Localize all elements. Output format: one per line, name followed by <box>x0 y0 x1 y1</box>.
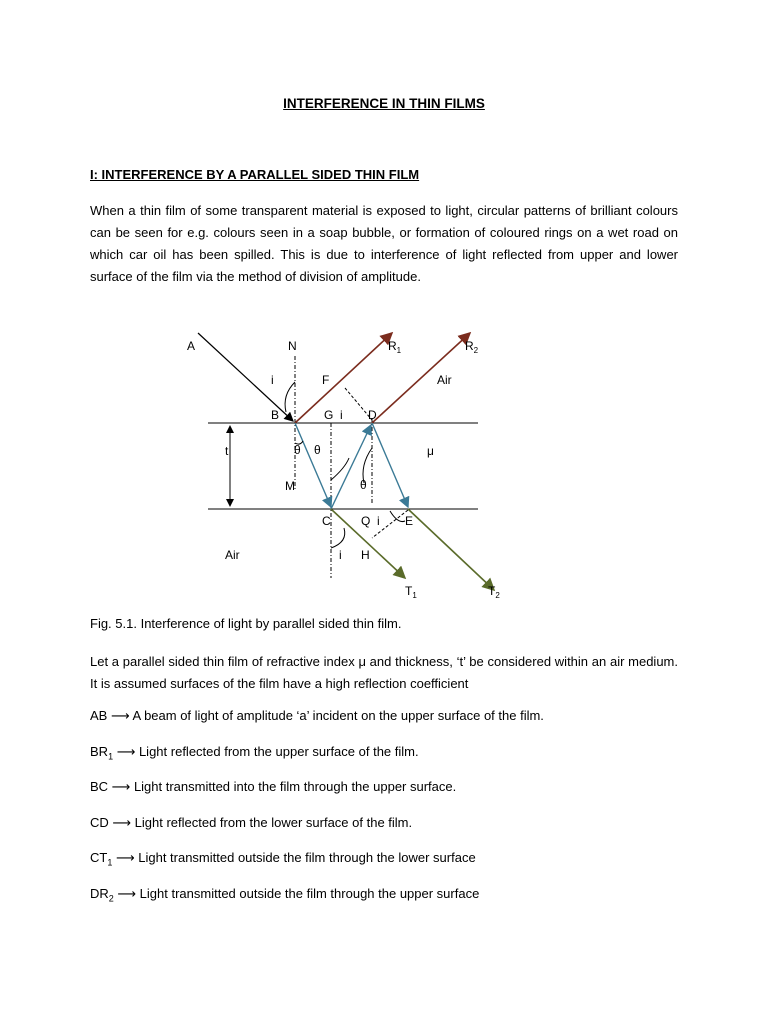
label-b: B <box>271 408 280 422</box>
label-air-bottom: Air <box>225 548 240 562</box>
label-mu: μ <box>427 444 434 458</box>
definition-item: $CT_1$ ⟶ Light transmitted outside the film through the lower surface <box>90 850 476 868</box>
thin-film-diagram <box>0 320 768 610</box>
film-description-paragraph: Let a parallel sided thin film of refractive index μ and thickness, ‘t’ be considered within an air medium. It is assumed surfaces of the film have a high reflection coefficient <box>90 654 678 691</box>
label-i-low: i <box>377 514 380 528</box>
label-i-top: i <box>271 373 274 387</box>
label-t2: $T_2$ <box>488 584 500 600</box>
definition-item: $BR_1$ ⟶ Light reflected from the upper surface of the film. <box>90 743 419 762</box>
label-r1: $R_1$ <box>388 339 402 355</box>
section-heading: I: INTERFERENCE BY A PARALLEL SIDED THIN FILM <box>90 167 420 182</box>
label-m: M <box>285 479 295 493</box>
angle-arc-i-top <box>285 382 295 412</box>
label-r2: $R_2$ <box>465 339 479 355</box>
angle-arc-i-bottom <box>331 528 345 548</box>
label-n: N <box>288 339 297 353</box>
label-i-mid: i <box>340 408 343 422</box>
definition-item: $DR_2$ ⟶ Light transmitted outside the film through the upper surface <box>90 885 480 904</box>
label-i-bottom: i <box>339 548 342 562</box>
intro-paragraph: When a thin film of some transparent material is exposed to light, circular patterns of brilliant colours can be seen for e.g. colours seen in a soap bubble, or formation of coloured rings on a wet road on which car oil has been spilled. This is due to interference of light reflected from upper and lower surface of the film via the method of division of amplitude. <box>90 203 678 284</box>
label-q: Q <box>361 514 371 528</box>
label-theta-3: θ <box>360 478 367 492</box>
angle-arc-i-low <box>390 511 405 522</box>
definition-item: CD ⟶ Light reflected from the lower surface of the film. <box>90 814 413 830</box>
label-theta-2: θ <box>314 443 321 457</box>
figure-caption: Fig. 5.1. Interference of light by parallel sided thin film. <box>90 616 402 631</box>
label-t1: $T_1$ <box>405 584 417 600</box>
label-a: A <box>187 339 196 353</box>
definition-item: BC ⟶ Light transmitted into the film through the upper surface. <box>90 779 457 794</box>
label-g: G <box>324 408 334 422</box>
label-c: C <box>322 514 331 528</box>
label-d: D <box>368 408 377 422</box>
reflected-ray-br1 <box>295 333 392 423</box>
ray-cd <box>331 425 371 509</box>
label-t: t <box>225 444 229 458</box>
label-theta-1: θ <box>294 443 301 457</box>
definition-item: AB ⟶ A beam of light of amplitude ‘a’ incident on the upper surface of the film. <box>90 708 544 723</box>
ray-bc <box>295 423 331 507</box>
ray-definitions-list <box>90 708 690 921</box>
reflected-ray-dr2 <box>372 333 470 423</box>
label-air-top: Air <box>437 373 452 387</box>
label-h: H <box>361 548 370 562</box>
label-f: F <box>322 373 330 387</box>
label-e: E <box>405 514 414 528</box>
ray-de <box>372 423 408 507</box>
transmitted-ray-et2 <box>408 509 494 590</box>
page-title: INTERFERENCE IN THIN FILMS <box>283 96 485 111</box>
